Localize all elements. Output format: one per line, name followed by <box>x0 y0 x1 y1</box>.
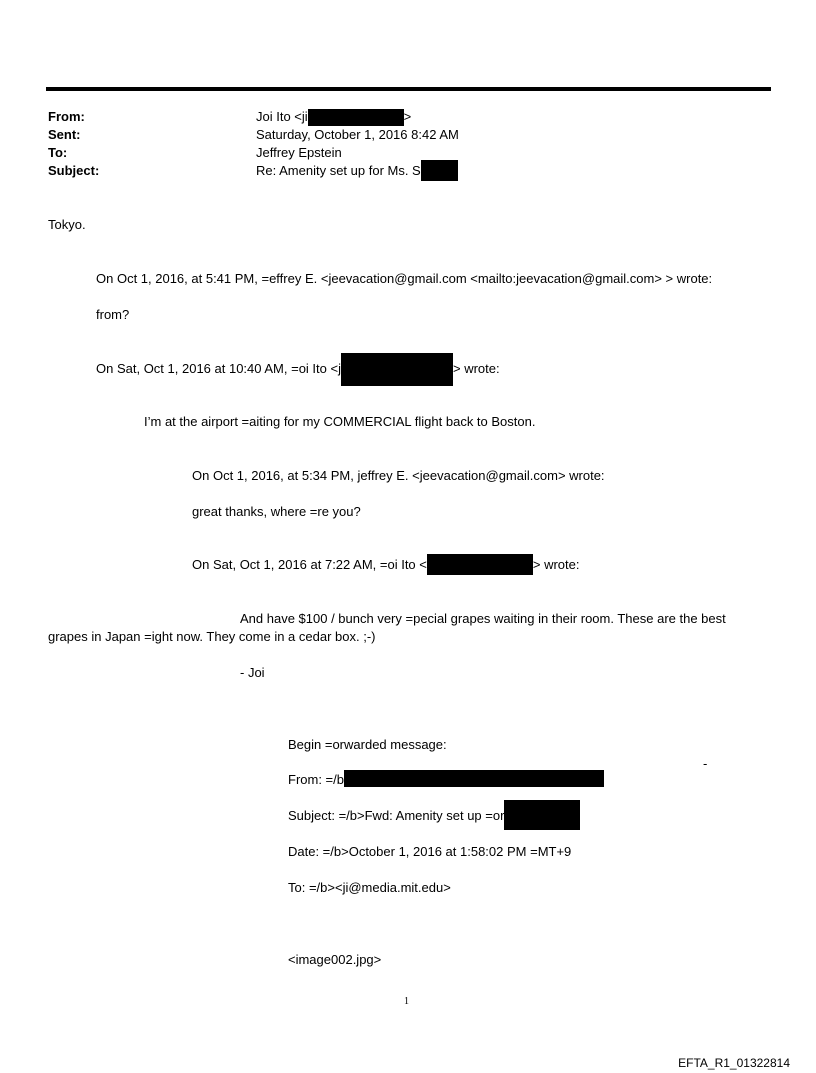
quote-header-4-suffix: > wrote: <box>532 557 580 572</box>
from-value <box>256 109 411 126</box>
forwarded-heading: Begin =orwarded message: <box>288 737 447 752</box>
forwarded-from <box>288 772 604 787</box>
quote-header-3: On Oct 1, 2016, at 5:34 PM, jeffrey E. <jeevacation@gmail.com> wrote: <box>192 468 605 483</box>
page-number: 1 <box>404 996 409 1007</box>
body-line-grapes-1: And have $100 / bunch very =pecial grapes waiting in their room. These are the best <box>240 611 726 626</box>
forwarded-date: Date: =/b>October 1, 2016 at 1:58:02 PM =MT+9 <box>288 844 572 859</box>
redaction-block <box>421 160 458 181</box>
sent-value: Saturday, October 1, 2016 8:42 AM <box>256 127 459 142</box>
body-line-tokyo: Tokyo. <box>48 217 86 232</box>
body-line-grapes-2: grapes in Japan =ight now. They come in a cedar box. ;-) <box>48 629 376 644</box>
body-line-airport: I’m at the airport =aiting for my COMMERCIAL flight back to Boston. <box>144 414 536 429</box>
subject-value-text: Re: Amenity set up for Ms. S <box>256 163 421 178</box>
from-label: From: <box>48 109 85 124</box>
body-line-from: from? <box>96 307 130 322</box>
subject-value <box>256 163 458 181</box>
forwarded-subject <box>288 808 580 830</box>
forwarded-subject-prefix: Subject: =/b>Fwd: Amenity set up =or <box>288 808 505 823</box>
document-id: EFTA_R1_01322814 <box>678 1056 790 1070</box>
quote-header-4 <box>192 557 579 575</box>
body-line-signature: - Joi <box>240 665 265 680</box>
redaction-block <box>344 770 604 787</box>
forwarded-to: To: =/b><ji@media.mit.edu> <box>288 880 451 895</box>
redaction-block <box>308 109 404 126</box>
stray-mark: - <box>703 756 708 771</box>
to-value: Jeffrey Epstein <box>256 145 342 160</box>
quote-header-4-prefix: On Sat, Oct 1, 2016 at 7:22 AM, =oi Ito < <box>192 557 427 572</box>
sent-label: Sent: <box>48 127 81 142</box>
redaction-block <box>504 800 580 830</box>
attachment-placeholder: <image002.jpg> <box>288 952 382 967</box>
from-value-prefix: Joi Ito <ji <box>256 109 308 124</box>
forwarded-from-prefix: From: =/b <box>288 772 344 787</box>
redaction-block <box>427 554 533 575</box>
redaction-block <box>341 353 453 386</box>
body-line-where: great thanks, where =re you? <box>192 504 361 519</box>
from-value-suffix: > <box>403 109 412 124</box>
to-label: To: <box>48 145 68 160</box>
quote-header-1: On Oct 1, 2016, at 5:41 PM, =effrey E. <jeevacation@gmail.com <mailto:jeevacation@gmail.com> > wrote: <box>96 271 713 286</box>
quote-header-2-prefix: On Sat, Oct 1, 2016 at 10:40 AM, =oi Ito <j <box>96 361 341 376</box>
subject-label: Subject: <box>48 163 100 178</box>
header-rule <box>46 87 771 91</box>
quote-header-2 <box>96 361 500 386</box>
quote-header-2-suffix: > wrote: <box>452 361 500 376</box>
